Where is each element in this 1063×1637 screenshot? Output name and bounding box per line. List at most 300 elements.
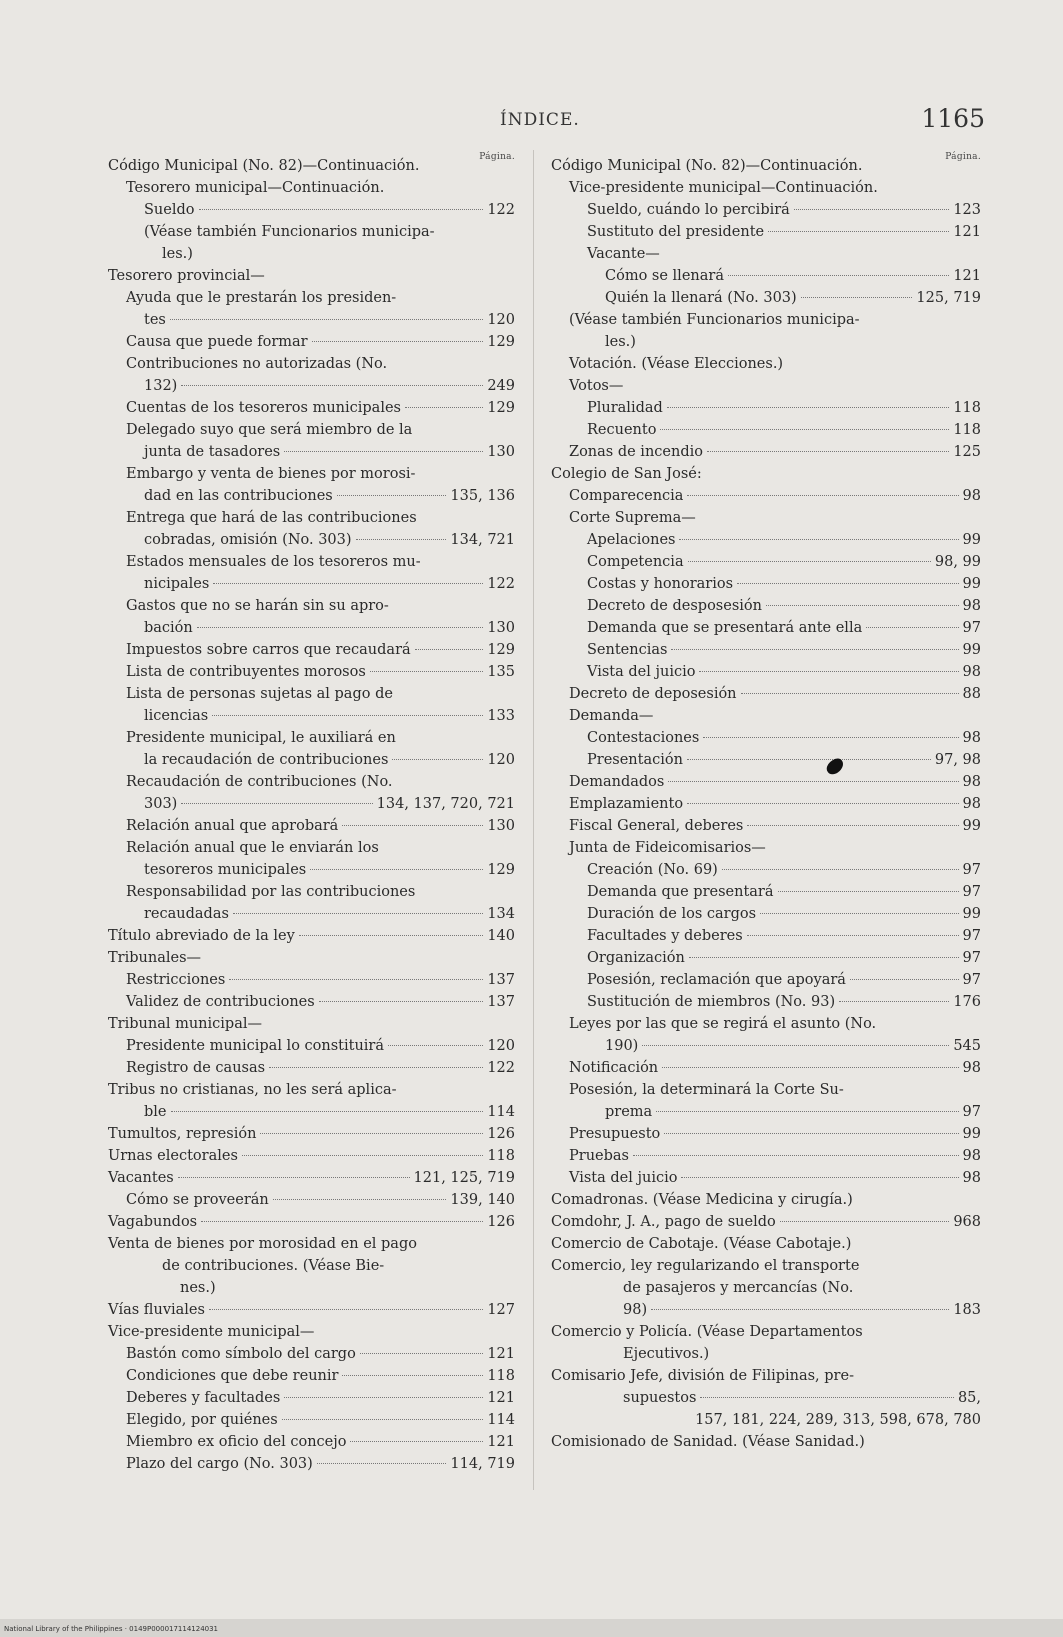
index-entry xyxy=(551,375,981,397)
entry-text: Sustitución de miembros (No. 93) xyxy=(587,994,836,1010)
dot-leader xyxy=(415,649,484,650)
page-reference: 133 xyxy=(487,708,515,724)
dot-leader xyxy=(768,231,949,232)
entry-text: 190) xyxy=(605,1038,639,1054)
entry-text: de contribuciones. (Véase Bie- xyxy=(162,1258,385,1274)
entry-text: recaudadas xyxy=(144,906,229,922)
index-entry xyxy=(551,507,981,529)
index-entry xyxy=(551,705,981,727)
index-entry xyxy=(108,595,515,617)
index-entry xyxy=(551,309,981,331)
dot-leader xyxy=(284,1397,483,1398)
dot-leader xyxy=(689,957,959,958)
index-entry xyxy=(551,441,981,463)
page-reference: 98 xyxy=(962,664,981,680)
entry-text: Vista del juicio xyxy=(587,664,696,680)
page-reference: 97 xyxy=(962,950,981,966)
dot-leader xyxy=(284,451,483,452)
entry-text: Responsabilidad por las contribuciones xyxy=(126,884,416,900)
page-reference: 114 xyxy=(487,1104,515,1120)
entry-text: Elegido, por quiénes xyxy=(126,1412,278,1428)
page-reference: 118 xyxy=(953,400,981,416)
entry-text: Entrega que hará de las contribuciones xyxy=(126,510,417,526)
dot-leader xyxy=(687,495,958,496)
entry-text: Cómo se proveerán xyxy=(126,1192,269,1208)
dot-leader xyxy=(370,671,484,672)
index-entry xyxy=(108,859,515,881)
index-entry xyxy=(551,1321,981,1343)
entry-text: Zonas de incendio xyxy=(569,444,703,460)
entry-text: Sustituto del presidente xyxy=(587,224,765,240)
index-entry xyxy=(108,1431,515,1453)
dot-leader xyxy=(633,1155,959,1156)
dot-leader xyxy=(229,979,483,980)
dot-leader xyxy=(866,627,958,628)
index-entry xyxy=(551,573,981,595)
index-entry xyxy=(108,947,515,969)
entry-text: Cómo se llenará xyxy=(605,268,724,284)
page-reference: 122 xyxy=(487,1060,515,1076)
entry-text: Fiscal General, deberes xyxy=(569,818,744,834)
dot-leader xyxy=(201,1221,483,1222)
index-entry xyxy=(108,969,515,991)
index-entry xyxy=(108,529,515,551)
entry-text: Colegio de San José: xyxy=(551,466,702,482)
index-entry xyxy=(551,1365,981,1387)
entry-text: Votos— xyxy=(569,378,624,394)
entry-text: Tribus no cristianas, no les será aplica- xyxy=(108,1082,397,1098)
index-entry xyxy=(551,683,981,705)
page-reference: 118 xyxy=(953,422,981,438)
page-reference: 126 xyxy=(487,1126,515,1142)
index-entry xyxy=(108,1167,515,1189)
entry-text: Cuentas de los tesoreros municipales xyxy=(126,400,401,416)
entry-text: (Véase también Funcionarios municipa- xyxy=(144,224,435,240)
dot-leader xyxy=(778,891,959,892)
dot-leader xyxy=(850,979,959,980)
index-entry xyxy=(108,1321,515,1343)
index-entry xyxy=(551,1013,981,1035)
dot-leader xyxy=(703,737,958,738)
page-reference: 97 xyxy=(962,928,981,944)
entry-text: Venta de bienes por morosidad en el pago xyxy=(108,1236,417,1252)
entry-text: Bastón como símbolo del cargo xyxy=(126,1346,356,1362)
page-reference: 129 xyxy=(487,862,515,878)
entry-text: Presidente municipal, le auxiliará en xyxy=(126,730,396,746)
index-entry xyxy=(551,529,981,551)
page-reference: 127 xyxy=(487,1302,515,1318)
page-column-label: Página. xyxy=(479,152,515,162)
entry-text: Comisario Jefe, división de Filipinas, pre- xyxy=(551,1368,854,1384)
index-entry xyxy=(108,1057,515,1079)
entry-text: Comadronas. (Véase Medicina y cirugía.) xyxy=(551,1192,853,1208)
entry-text: tes xyxy=(144,312,166,328)
index-entry xyxy=(108,397,515,419)
dot-leader xyxy=(667,407,950,408)
index-column-right xyxy=(551,152,981,1453)
entry-text: Plazo del cargo (No. 303) xyxy=(126,1456,313,1472)
dot-leader xyxy=(794,209,950,210)
index-column-left xyxy=(108,152,515,1475)
entry-text: Contestaciones xyxy=(587,730,700,746)
index-entry xyxy=(551,485,981,507)
dot-leader xyxy=(319,1001,484,1002)
dot-leader xyxy=(722,869,959,870)
page-reference: 135 xyxy=(487,664,515,680)
index-entry xyxy=(551,925,981,947)
index-entry xyxy=(551,1167,981,1189)
page-reference: 98 xyxy=(962,730,981,746)
page-reference: 121, 125, 719 xyxy=(413,1170,515,1186)
entry-text: Comercio, ley regularizando el transporte xyxy=(551,1258,860,1274)
page-reference: 137 xyxy=(487,972,515,988)
page-header xyxy=(0,96,1063,136)
dot-leader xyxy=(233,913,483,914)
dot-leader xyxy=(747,935,959,936)
entry-text: Comercio y Policía. (Véase Departamentos xyxy=(551,1324,863,1340)
entry-text: Competencia xyxy=(587,554,684,570)
entry-text: dad en las contribuciones xyxy=(144,488,333,504)
dot-leader xyxy=(687,803,959,804)
page-reference: 98 xyxy=(962,1170,981,1186)
dot-leader xyxy=(356,539,447,540)
index-entry xyxy=(551,991,981,1013)
entry-text: Posesión, reclamación que apoyará xyxy=(587,972,846,988)
index-entry xyxy=(551,199,981,221)
entry-text: Costas y honorarios xyxy=(587,576,734,592)
dot-leader xyxy=(213,583,483,584)
entry-text: licencias xyxy=(144,708,209,724)
index-entry xyxy=(551,1123,981,1145)
page-reference: 97, 98 xyxy=(934,752,981,768)
index-entry xyxy=(551,639,981,661)
page-reference: 137 xyxy=(487,994,515,1010)
dot-leader xyxy=(171,1111,484,1112)
page-reference: 249 xyxy=(487,378,515,394)
index-entry xyxy=(108,507,515,529)
entry-text: Organización xyxy=(587,950,685,966)
page-reference: 183 xyxy=(953,1302,981,1318)
page-reference: 97 xyxy=(962,972,981,988)
index-entry xyxy=(551,1255,981,1277)
dot-leader xyxy=(737,583,959,584)
index-entry xyxy=(108,1387,515,1409)
page-reference: 125 xyxy=(953,444,981,460)
entry-text: Urnas electorales xyxy=(108,1148,238,1164)
index-entry xyxy=(108,287,515,309)
index-entry xyxy=(108,243,515,265)
entry-text: Relación anual que le enviarán los xyxy=(126,840,379,856)
page-reference: 98 xyxy=(962,1148,981,1164)
index-entry xyxy=(108,375,515,397)
dot-leader xyxy=(707,451,949,452)
entry-text: Embargo y venta de bienes por morosi- xyxy=(126,466,416,482)
footer-text: National Library of the Philippines · 0149P000017114124031 xyxy=(4,1625,219,1633)
dot-leader xyxy=(656,1111,958,1112)
entry-text: Recuento xyxy=(587,422,657,438)
dot-leader xyxy=(392,759,483,760)
index-entry xyxy=(108,639,515,661)
entry-text: Corte Suprema— xyxy=(569,510,696,526)
entry-text: Tribunales— xyxy=(108,950,202,966)
index-entry xyxy=(108,441,515,463)
index-entry xyxy=(551,1387,981,1409)
page-reference: 126 xyxy=(487,1214,515,1230)
entry-text: Sentencias xyxy=(587,642,668,658)
index-entry xyxy=(551,1035,981,1057)
page-reference: 130 xyxy=(487,620,515,636)
index-entry xyxy=(108,353,515,375)
index-entry xyxy=(108,793,515,815)
entry-text: Deberes y facultades xyxy=(126,1390,281,1406)
entry-text: 132) xyxy=(144,378,178,394)
index-entry xyxy=(551,793,981,815)
dot-leader xyxy=(197,627,484,628)
entry-text: Demanda que presentará xyxy=(587,884,774,900)
index-entry xyxy=(551,969,981,991)
page-reference: 122 xyxy=(487,576,515,592)
index-entry xyxy=(108,1079,515,1101)
index-entry xyxy=(108,661,515,683)
page-reference: 99 xyxy=(962,532,981,548)
index-entry xyxy=(551,155,981,177)
entry-text: junta de tasadores xyxy=(144,444,281,460)
index-entry xyxy=(108,177,515,199)
entry-text: Creación (No. 69) xyxy=(587,862,718,878)
index-entry xyxy=(551,1145,981,1167)
dot-leader xyxy=(660,429,949,430)
entry-text: Leyes por las que se regirá el asunto (No. xyxy=(569,1016,877,1032)
entry-text: Vías fluviales xyxy=(108,1302,205,1318)
entry-text: Ejecutivos.) xyxy=(623,1346,710,1362)
dot-leader xyxy=(679,539,958,540)
index-entry xyxy=(108,1233,515,1255)
page-reference: 129 xyxy=(487,642,515,658)
index-entry xyxy=(551,419,981,441)
index-entry xyxy=(108,155,515,177)
entry-text: Posesión, la determinará la Corte Su- xyxy=(569,1082,844,1098)
entry-text: Votación. (Véase Elecciones.) xyxy=(569,356,784,372)
page-reference: 134, 137, 720, 721 xyxy=(376,796,515,812)
entry-text: la recaudación de contribuciones xyxy=(144,752,389,768)
index-entry xyxy=(551,881,981,903)
entry-text: Estados mensuales de los tesoreros mu- xyxy=(126,554,421,570)
dot-leader xyxy=(360,1353,483,1354)
page-reference: 97 xyxy=(962,862,981,878)
page-reference: 121 xyxy=(487,1390,515,1406)
dot-leader xyxy=(273,1199,447,1200)
entry-text: supuestos xyxy=(623,1390,697,1406)
dot-leader xyxy=(668,781,958,782)
entry-text: Delegado suyo que será miembro de la xyxy=(126,422,413,438)
entry-text: tesoreros municipales xyxy=(144,862,307,878)
index-entry xyxy=(108,1211,515,1233)
index-entry xyxy=(108,991,515,1013)
page-reference: 97 xyxy=(962,1104,981,1120)
entry-text: Vagabundos xyxy=(108,1214,198,1230)
entry-text: Vice-presidente municipal—Continuación. xyxy=(569,180,878,196)
entry-text: Decreto de deposesión xyxy=(569,686,737,702)
index-entry xyxy=(108,1299,515,1321)
entry-text: Notificación xyxy=(569,1060,659,1076)
dot-leader xyxy=(337,495,447,496)
index-entry xyxy=(551,749,981,771)
entry-text: Apelaciones xyxy=(587,532,676,548)
dot-leader xyxy=(181,385,483,386)
entry-text: Título abreviado de la ley xyxy=(108,928,295,944)
page-reference: 122 xyxy=(487,202,515,218)
entry-text: Lista de personas sujetas al pago de xyxy=(126,686,393,702)
page-reference: 139, 140 xyxy=(450,1192,515,1208)
entry-text: Comparecencia xyxy=(569,488,684,504)
index-entry xyxy=(108,705,515,727)
page-column-label: Página. xyxy=(945,152,981,162)
page-reference: 98, 99 xyxy=(934,554,981,570)
index-entry xyxy=(108,771,515,793)
page-reference: 121 xyxy=(953,224,981,240)
index-entry xyxy=(108,749,515,771)
entry-text: Pluralidad xyxy=(587,400,663,416)
dot-leader xyxy=(199,209,484,210)
index-entry xyxy=(551,1233,981,1255)
entry-text: Quién la llenará (No. 303) xyxy=(605,290,797,306)
entry-text: Recaudación de contribuciones (No. xyxy=(126,774,393,790)
index-entry xyxy=(551,221,981,243)
entry-text: Comdohr, J. A., pago de sueldo xyxy=(551,1214,776,1230)
entry-text: Comercio de Cabotaje. (Véase Cabotaje.) xyxy=(551,1236,852,1252)
dot-leader xyxy=(350,1441,483,1442)
dot-leader xyxy=(388,1045,483,1046)
index-entry xyxy=(108,837,515,859)
dot-leader xyxy=(317,1463,447,1464)
page-reference: 130 xyxy=(487,818,515,834)
page-reference: 99 xyxy=(962,576,981,592)
index-entry xyxy=(551,727,981,749)
entry-text: Presupuesto xyxy=(569,1126,661,1142)
entry-text: Presidente municipal lo constituirá xyxy=(126,1038,385,1054)
dot-leader xyxy=(728,275,949,276)
index-entry xyxy=(108,419,515,441)
entry-text: cobradas, omisión (No. 303) xyxy=(144,532,352,548)
page-reference: 968 xyxy=(953,1214,981,1230)
entry-text: Junta de Fideicomisarios— xyxy=(569,840,766,856)
entry-text: nes.) xyxy=(180,1280,216,1296)
index-entry xyxy=(108,1277,515,1299)
index-entry xyxy=(108,1035,515,1057)
page-reference: 123 xyxy=(953,202,981,218)
dot-leader xyxy=(299,935,484,936)
page-reference: 120 xyxy=(487,752,515,768)
dot-leader xyxy=(687,759,931,760)
index-entry xyxy=(108,265,515,287)
entry-text: Emplazamiento xyxy=(569,796,684,812)
index-entry xyxy=(108,1013,515,1035)
index-entry xyxy=(551,661,981,683)
dot-leader xyxy=(269,1067,483,1068)
entry-text: bación xyxy=(144,620,193,636)
entry-text: Sueldo, cuándo lo percibirá xyxy=(587,202,790,218)
index-entry xyxy=(551,1057,981,1079)
dot-leader xyxy=(839,1001,949,1002)
page-reference: 98 xyxy=(962,488,981,504)
index-entry xyxy=(108,573,515,595)
index-entry xyxy=(551,331,981,353)
index-entry xyxy=(108,1255,515,1277)
index-entry xyxy=(551,837,981,859)
page-reference: 120 xyxy=(487,1038,515,1054)
entry-text: Tesorero provincial— xyxy=(108,268,265,284)
index-entry xyxy=(108,683,515,705)
entry-text: Código Municipal (No. 82)—Continuación. xyxy=(551,158,863,174)
dot-leader xyxy=(312,341,484,342)
index-entry xyxy=(108,1101,515,1123)
dot-leader xyxy=(780,1221,950,1222)
page-reference: 129 xyxy=(487,400,515,416)
index-entry xyxy=(551,903,981,925)
index-entry xyxy=(108,551,515,573)
page-reference: 98 xyxy=(962,774,981,790)
entry-text: Demandados xyxy=(569,774,665,790)
entry-text: 98) xyxy=(623,1302,648,1318)
dot-leader xyxy=(405,407,483,408)
dot-leader xyxy=(688,561,931,562)
entry-text: Miembro ex oficio del concejo xyxy=(126,1434,347,1450)
entry-text: Gastos que no se harán sin su apro- xyxy=(126,598,389,614)
dot-leader xyxy=(801,297,913,298)
dot-leader xyxy=(741,693,959,694)
entry-text: nicipales xyxy=(144,576,210,592)
entry-text: Vacante— xyxy=(587,246,660,262)
index-entry xyxy=(551,771,981,793)
page-reference: 99 xyxy=(962,642,981,658)
entry-text: Tribunal municipal— xyxy=(108,1016,262,1032)
page-reference: 97 xyxy=(962,884,981,900)
index-entry xyxy=(108,221,515,243)
index-entry xyxy=(108,727,515,749)
index-entry xyxy=(551,265,981,287)
page-reference: 135, 136 xyxy=(450,488,515,504)
index-entry xyxy=(551,397,981,419)
entry-text: Condiciones que debe reunir xyxy=(126,1368,339,1384)
entry-text: Demanda— xyxy=(569,708,654,724)
entry-text: Facultades y deberes xyxy=(587,928,743,944)
dot-leader xyxy=(342,825,483,826)
entry-text: Sueldo xyxy=(144,202,195,218)
dot-leader xyxy=(310,869,483,870)
entry-text: Ayuda que le prestarán los presiden- xyxy=(126,290,397,306)
entry-text: ble xyxy=(144,1104,167,1120)
dot-leader xyxy=(760,913,959,914)
entry-text: Lista de contribuyentes morosos xyxy=(126,664,366,680)
dot-leader xyxy=(664,1133,958,1134)
page-reference: 140 xyxy=(487,928,515,944)
page-reference: 114, 719 xyxy=(450,1456,515,1472)
page-reference: 134 xyxy=(487,906,515,922)
index-entry xyxy=(551,1343,981,1365)
entry-text: Contribuciones no autorizadas (No. xyxy=(126,356,388,372)
entry-text: prema xyxy=(605,1104,653,1120)
page-reference: 114 xyxy=(487,1412,515,1428)
index-entry xyxy=(551,947,981,969)
page-reference: 129 xyxy=(487,334,515,350)
index-entry xyxy=(551,859,981,881)
index-entry xyxy=(108,331,515,353)
index-entry xyxy=(108,925,515,947)
entry-text: les.) xyxy=(162,246,193,262)
entry-text: Impuestos sobre carros que recaudará xyxy=(126,642,411,658)
dot-leader xyxy=(747,825,958,826)
index-entry xyxy=(551,617,981,639)
